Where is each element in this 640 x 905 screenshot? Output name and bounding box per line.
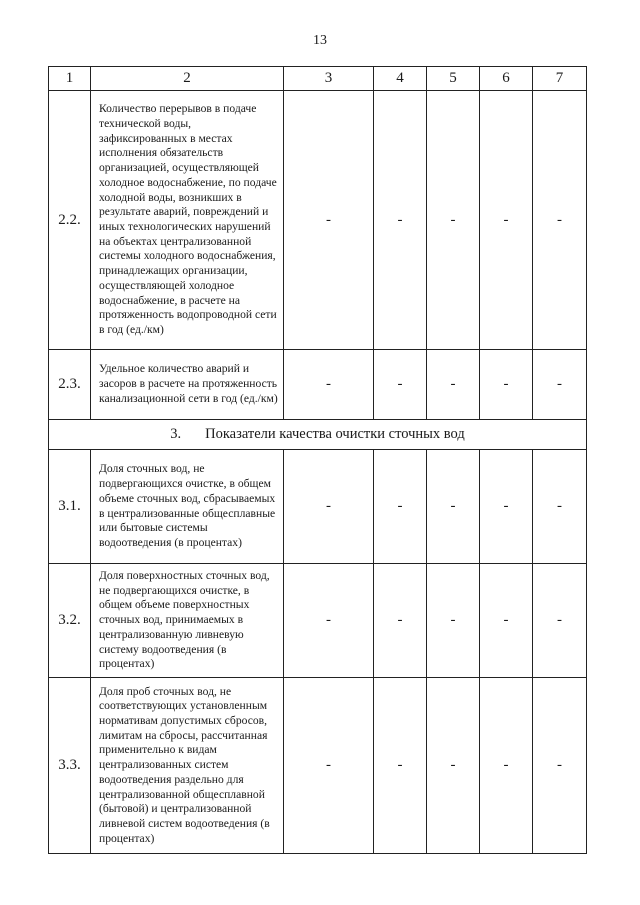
row-number: 3.3. bbox=[49, 678, 91, 854]
indicators-table bbox=[48, 66, 587, 854]
table-row bbox=[49, 91, 587, 350]
row-number: 2.3. bbox=[49, 350, 91, 420]
row-value: - bbox=[284, 450, 374, 564]
row-description: Количество перерывов в подаче технической воды, зафиксированных в местах исполнения обязательств организацией, осуществляющей холодное водоснабжение, по подаче холодной воды, возникших в результате аварий, повреждений и иных технологических нарушений на объектах централизованной системы холодного водоснабжения, принадлежащих организации, осуществляющей холодное водоснабжение, в расчете на протяженность водопроводной сети в год (ед./км) bbox=[91, 91, 284, 350]
row-value: - bbox=[374, 678, 427, 854]
row-value: - bbox=[480, 564, 533, 678]
row-description: Удельное количество аварий и засоров в расчете на протяженность канализационной сети в год (ед./км) bbox=[91, 350, 284, 420]
row-value: - bbox=[374, 350, 427, 420]
row-description: Доля проб сточных вод, не соответствующих установленным нормативам допустимых сбросов, лимитам на сбросы, рассчитанная применительно к видам централизованных систем водоотведения раздельно для централизованной общесплавной (бытовой) и централизованной ливневой систем водоотведения (в процентах) bbox=[91, 678, 284, 854]
row-value: - bbox=[533, 350, 587, 420]
column-header: 2 bbox=[91, 67, 284, 91]
column-header: 4 bbox=[374, 67, 427, 91]
row-value: - bbox=[533, 678, 587, 854]
column-header: 3 bbox=[284, 67, 374, 91]
row-value: - bbox=[284, 564, 374, 678]
row-number: 3.1. bbox=[49, 450, 91, 564]
row-value: - bbox=[284, 91, 374, 350]
page-number: 13 bbox=[313, 33, 327, 48]
table-row bbox=[49, 564, 587, 678]
row-number: 3.2. bbox=[49, 564, 91, 678]
section-title: Показатели качества очистки сточных вод bbox=[205, 426, 465, 442]
row-value: - bbox=[427, 564, 480, 678]
row-value: - bbox=[427, 450, 480, 564]
column-header: 7 bbox=[533, 67, 587, 91]
table-row bbox=[49, 678, 587, 854]
row-value: - bbox=[533, 450, 587, 564]
row-value: - bbox=[284, 678, 374, 854]
row-value: - bbox=[374, 450, 427, 564]
table-row bbox=[49, 450, 587, 564]
row-number: 2.2. bbox=[49, 91, 91, 350]
section-number: 3. bbox=[170, 426, 182, 442]
column-header: 6 bbox=[480, 67, 533, 91]
section-heading bbox=[49, 420, 587, 450]
row-description: Доля сточных вод, не подвергающихся очистке, в общем объеме сточных вод, сбрасываемых в централизованные общесплавные или бытовые системы водоотведения (в процентах) bbox=[91, 450, 284, 564]
row-value: - bbox=[480, 678, 533, 854]
row-description: Доля поверхностных сточных вод, не подвергающихся очистке, в общем объеме поверхностных сточных вод, принимаемых в централизованную ливневую систему водоотведения (в процентах) bbox=[91, 564, 284, 678]
row-value: - bbox=[480, 350, 533, 420]
row-value: - bbox=[427, 91, 480, 350]
row-value: - bbox=[284, 350, 374, 420]
table-header-row bbox=[49, 67, 587, 91]
row-value: - bbox=[533, 91, 587, 350]
row-value: - bbox=[374, 564, 427, 678]
row-value: - bbox=[480, 450, 533, 564]
column-header: 5 bbox=[427, 67, 480, 91]
row-value: - bbox=[533, 564, 587, 678]
table-row bbox=[49, 350, 587, 420]
row-value: - bbox=[427, 350, 480, 420]
row-value: - bbox=[427, 678, 480, 854]
row-value: - bbox=[480, 91, 533, 350]
column-header: 1 bbox=[49, 67, 91, 91]
row-value: - bbox=[374, 91, 427, 350]
section-row bbox=[49, 420, 587, 450]
